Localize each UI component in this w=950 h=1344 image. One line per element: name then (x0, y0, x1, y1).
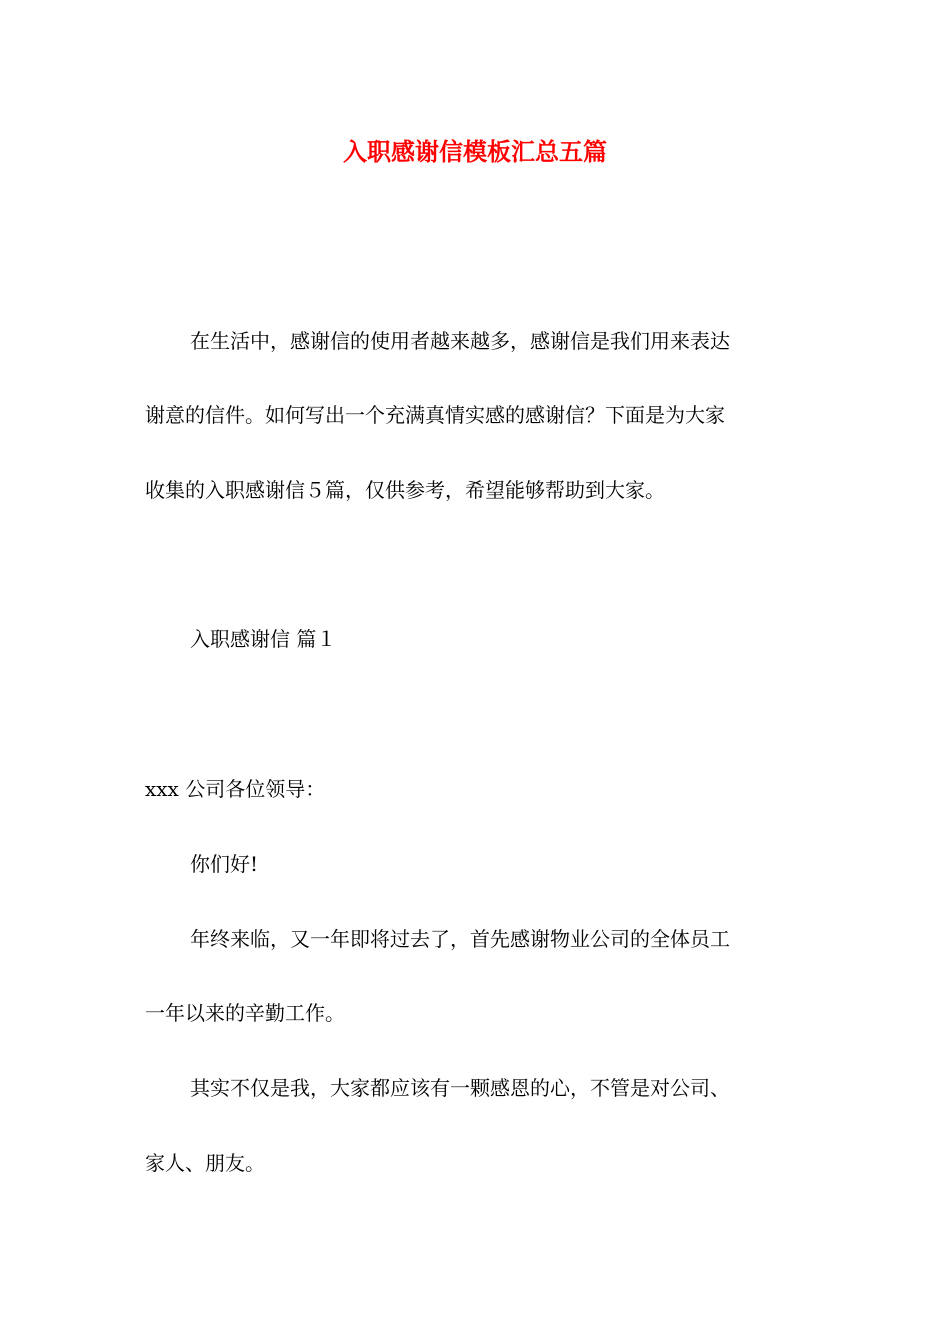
document-title: 入职感谢信模板汇总五篇 (343, 137, 607, 166)
paragraph-2-line-1: 其实不仅是我，大家都应该有一颗感恩的心，不管是对公司、 (190, 1076, 730, 1100)
greeting: 你们好! (190, 852, 259, 876)
paragraph-1-line-2: 一年以来的辛勤工作。 (145, 1001, 345, 1025)
intro-line-1: 在生活中，感谢信的使用者越来越多，感谢信是我们用来表达 (190, 329, 730, 353)
paragraph-1-line-1: 年终来临，又一年即将过去了，首先感谢物业公司的全体员工 (190, 927, 730, 951)
salutation: xxx 公司各位领导： (145, 777, 326, 801)
intro-line-3: 收集的入职感谢信５篇，仅供参考，希望能够帮助到大家。 (145, 478, 665, 502)
intro-line-2: 谢意的信件。如何写出一个充满真情实感的感谢信？下面是为大家 (145, 403, 725, 427)
section-heading: 入职感谢信 篇１ (190, 627, 337, 651)
paragraph-2-line-2: 家人、朋友。 (145, 1151, 265, 1175)
